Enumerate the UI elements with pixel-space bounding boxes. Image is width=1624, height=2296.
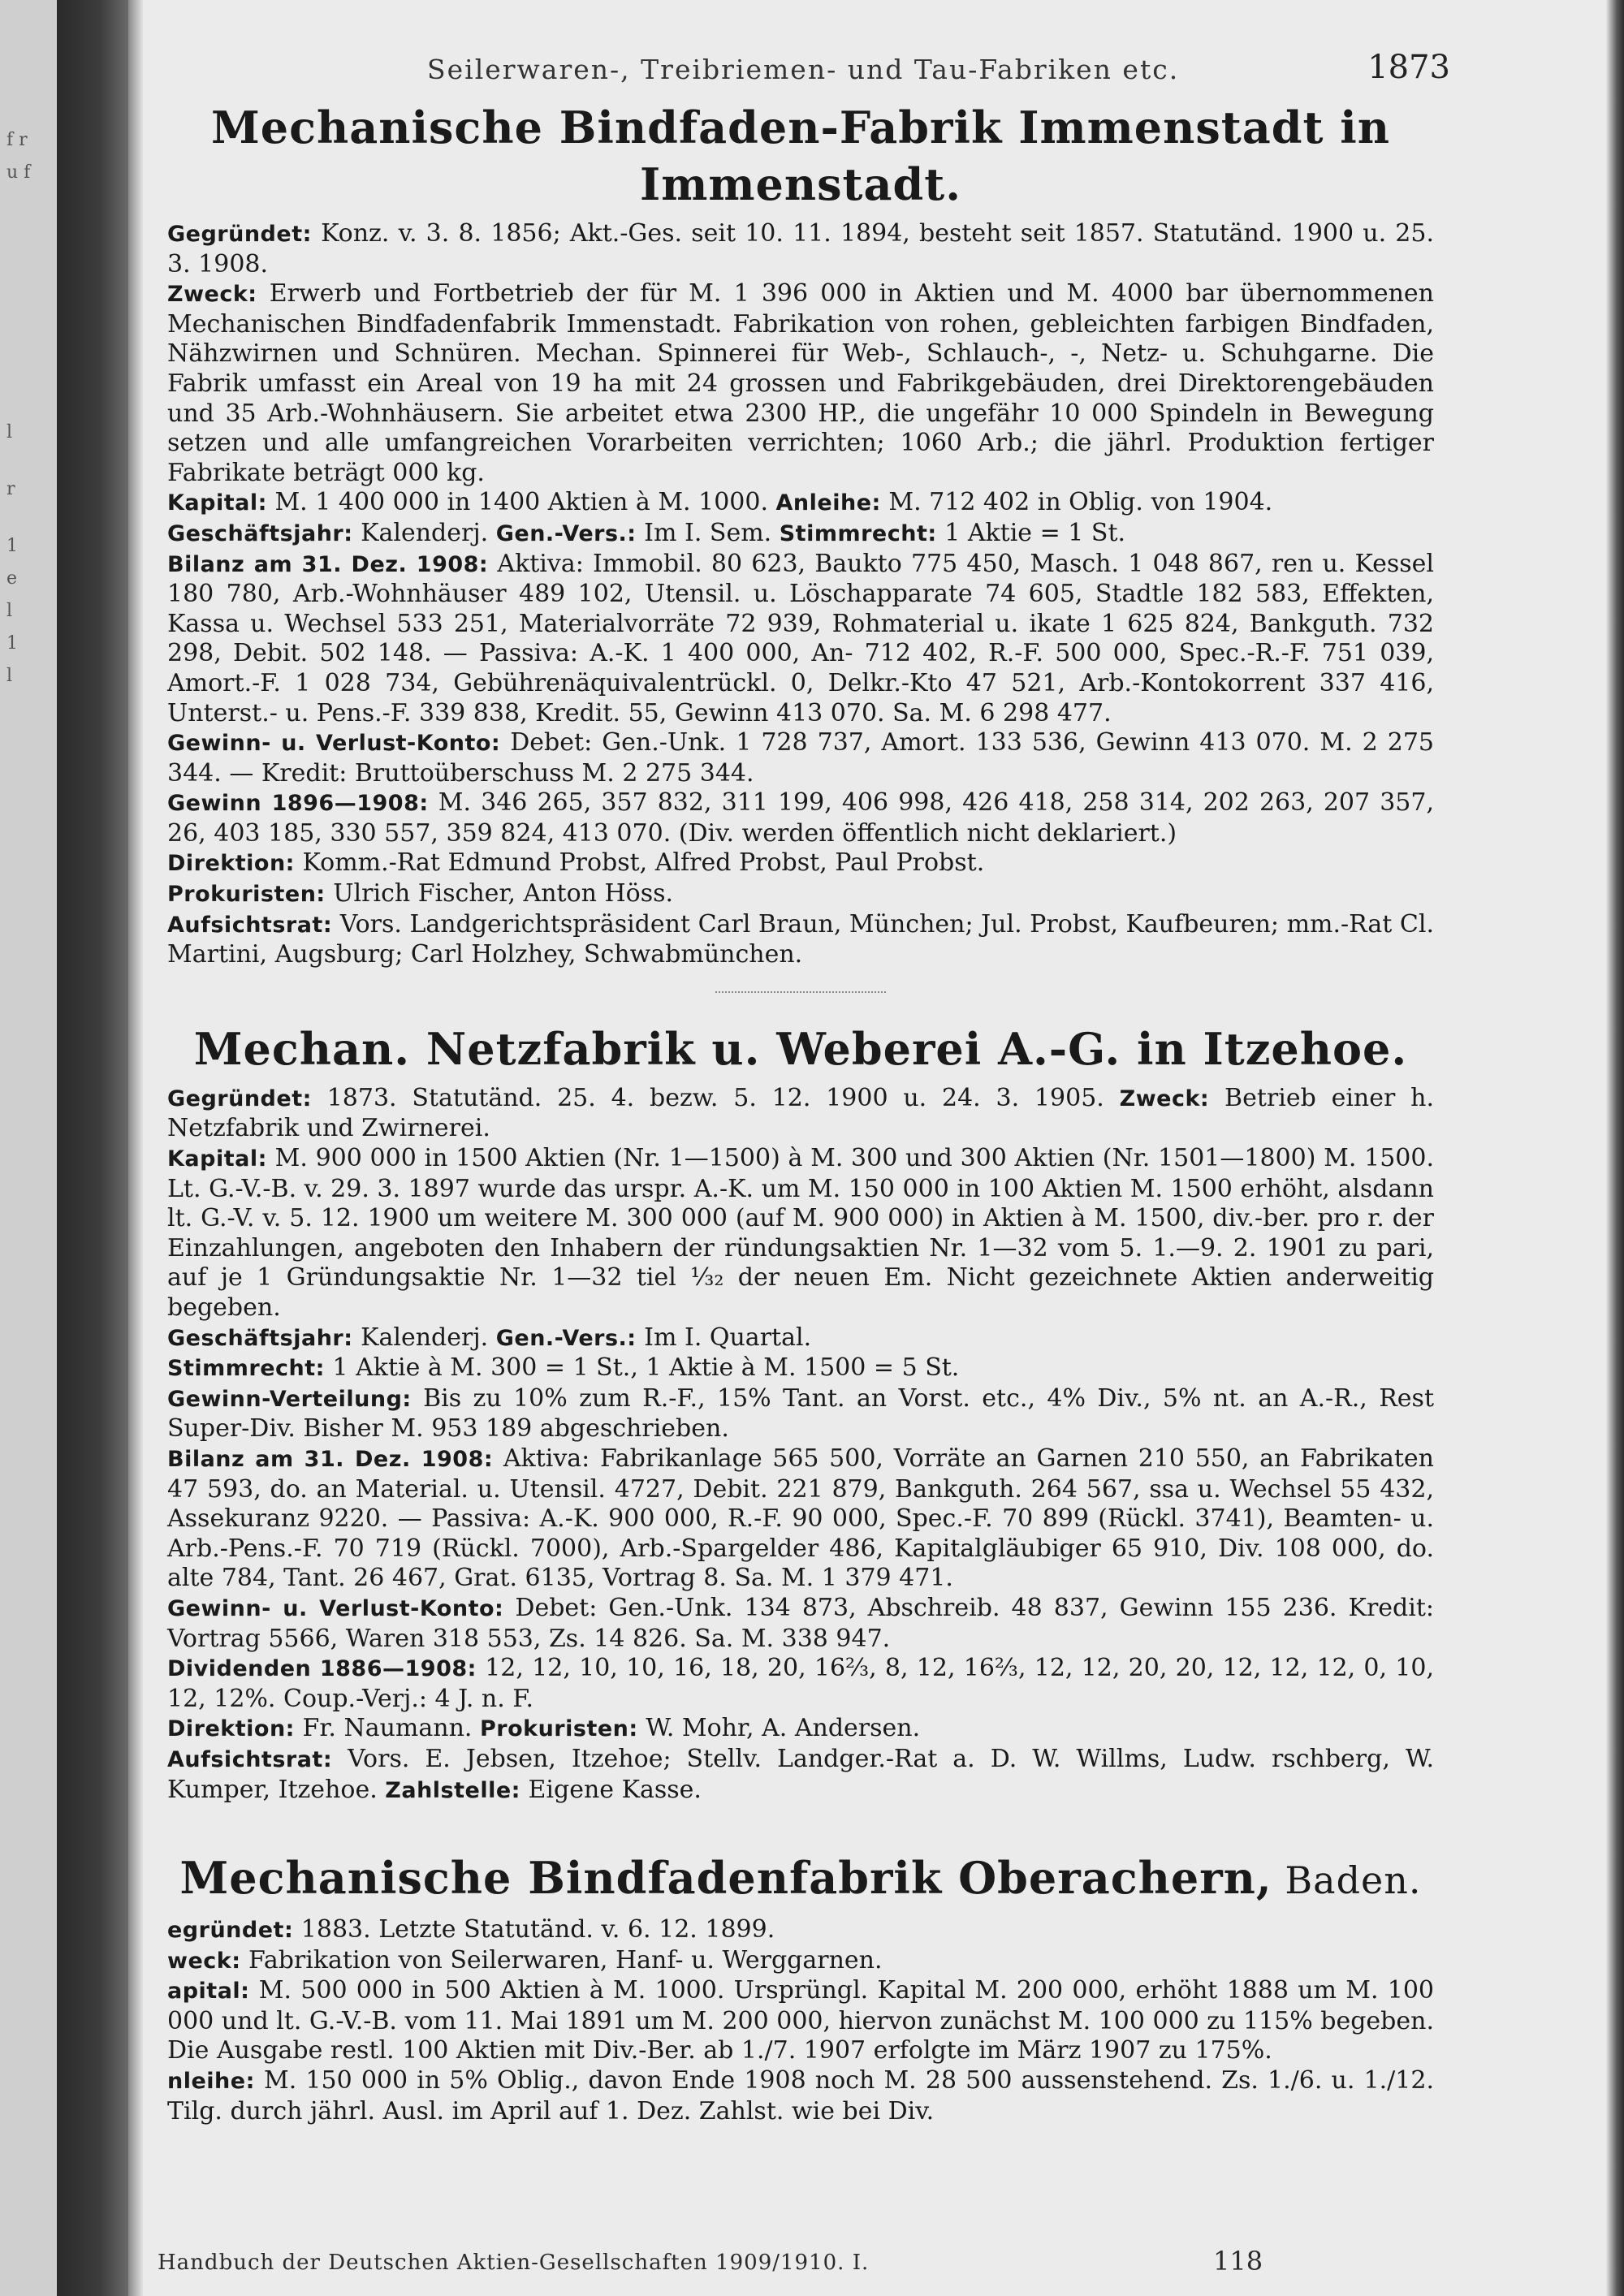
margin-fragment: e <box>6 568 18 589</box>
footer-publication: Handbuch der Deutschen Aktien-Gesellschaften 1909/1910. I. <box>158 2251 870 2275</box>
gutter-shadow <box>128 0 143 2296</box>
entry-profit-distribution: Gewinn-Verteilung: Bis zu 10% zum R.-F., 15% Tant. an Vorst. etc., 4% Div., 5% nt. an A.-R., Rest Super-Div. Bisher M. 953 189 abgeschrieben. <box>167 1383 1434 1444</box>
entry-balance: Bilanz am 31. Dez. 1908: Aktiva: Fabrikanlage 565 500, Vorräte an Garnen 210 550, an Fabrikaten 47 593, do. an Material. u. Utensil. 4727, Debit. 221 879, Bankguth. 264 567, ssa u. Wechsel 55 432, Assekuranz 9220. — Passiva: A.-K. 900 000, R.-F. 90 000, Spec.-F. 70 899 (Rückl. 3741), Beamten- u. Arb.-Pens.-F. 70 719 (Rückl. 7000), Arb.-Spargelder 486, Kapitalgläubiger 65 910, Div. 108 000, do. alte 784, Tant. 26 467, Grat. 6135, Vortrag 8. Sa. M. 1 379 471. <box>167 1444 1435 1593</box>
margin-fragment: l <box>6 601 13 621</box>
entry-profit-loss: Gewinn- u. Verlust-Konto: Debet: Gen.-Unk. 1 728 737, Amort. 133 536, Gewinn 413 070. M. 2 275 344. — Kredit: Bruttoüberschuss M. 2 275 344. <box>167 728 1434 788</box>
entry-profit-loss: Gewinn- u. Verlust-Konto: Debet: Gen.-Unk. 134 873, Abschreib. 48 837, Gewinn 155 236. Kredit: Vortrag 5566, Waren 318 553, Zs. 14 826. Sa. M. 338 947. <box>167 1593 1434 1653</box>
entry-supervisory-board: Aufsichtsrat: Vors. Landgerichtspräsident Carl Braun, München; Jul. Probst, Kaufbeuren; mm.-Rat Cl. Martini, Augsburg; Carl Holzhey, Schwabmünchen. <box>167 909 1434 969</box>
entry-founded: Gegründet: Konz. v. 3. 8. 1856; Akt.-Ges. seit 10. 11. 1894, besteht seit 1857. Statutänd. 1900 u. 25. 3. 1908. <box>167 219 1434 278</box>
company-entry-immenstadt <box>167 99 1434 970</box>
margin-fragment: u f <box>6 162 31 183</box>
company-entry-oberachern <box>167 1849 1434 2126</box>
margin-fragment: f r <box>6 130 28 150</box>
entry-loan: nleihe: M. 150 000 in 5% Oblig., davon Ende 1908 noch M. 28 500 aussenstehend. Zs. 1./6. u. 1./12. Tilg. durch jährl. Ausl. im April auf 1. Dez. Zahlst. wie bei Div. <box>167 2066 1434 2126</box>
margin-fragment: 1 <box>6 536 18 556</box>
company-title: Mechanische Bindfadenfabrik Oberachern, Baden. <box>179 1852 1422 1905</box>
entry-supervisory-board: Aufsichtsrat: Vors. E. Jebsen, Itzehoe; Stellv. Landger.-Rat a. D. W. Willms, Ludw. rschberg, W. Kumper, Itzehoe. Zahlstelle: Eigene Kasse. <box>167 1744 1434 1804</box>
entry-dividends: Dividenden 1886—1908: 12, 12, 10, 10, 16, 18, 20, 16²⁄₃, 8, 12, 16²⁄₃, 12, 12, 20, 20, 12, 12, 12, 0, 10, 12, 12%. Coup.-Verj.: 4 J. n. F. <box>167 1654 1435 1713</box>
entry-purpose: Zweck: Erwerb und Fortbetrieb der für M. 1 396 000 in Aktien und M. 4000 bar übernommenen Mechanischen Bindfadenfabrik Immenstadt. Fabrikation von rohen, gebleichten farbigen Bindfaden, Nähzwirnen und Schnüren. Mechan. Spinnerei für Web-, Schlauch-, -, Netz- u. Schuhgarne. Die Fabrik umfasst ein Areal von 19 ha mit 24 grossen und Fabrikgebäuden, drei Direktorengebäuden und 35 Arb.-Wohnhäusern. Sie arbeitet etwa 2300 HP., die ungefähr 10 000 Spindeln in Bewegung setzen und alle umfangreichen Vorarbeiten verrichten; 1060 Arb.; die jährl. Produktion fertiger Fabrikate beträgt 000 kg. <box>167 279 1434 487</box>
book-gutter <box>57 0 128 2296</box>
right-page-edge <box>1606 0 1624 2296</box>
margin-fragment: l <box>6 422 13 442</box>
scanned-page <box>143 0 1606 2296</box>
section-gap <box>167 1825 1434 1845</box>
running-head <box>167 49 1450 94</box>
entry-procurators: Prokuristen: Ulrich Fischer, Anton Höss. <box>167 879 674 908</box>
running-head-title: Seilerwaren-, Treibriemen- und Tau-Fabriken etc. <box>427 54 1180 85</box>
section-gap <box>167 1806 1434 1825</box>
section-divider <box>715 991 886 993</box>
margin-fragment: 1 <box>6 633 18 654</box>
entry-board: Direktion: Komm.-Rat Edmund Probst, Alfred Probst, Paul Probst. <box>167 848 985 878</box>
entry-balance: Bilanz am 31. Dez. 1908: Aktiva: Immobil. 80 623, Baukto 775 450, Masch. 1 048 867, ren u. Kessel 180 780, Arb.-Wohnhäuser 489 102, Utensil. u. Löschapparate 74 605, Stadtle 182 583, Effekten, Kassa u. Wechsel 533 251, Materialvorräte 72 939, Rohmaterial u. ikate 1 625 824, Bankguth. 732 298, Debit. 502 148. — Passiva: A.-K. 1 400 000, An- 712 402, R.-F. 500 000, Spec.-R.-F. 751 039, Amort.-F. 1 028 734, Gebührenäquivalentrückl. 0, Delkr.-Kto 47 521, Arb.-Kontokorrent 337 416, Unterst.- u. Pens.-F. 339 838, Kredit. 55, Gewinn 413 070. Sa. M. 6 298 477. <box>167 549 1434 727</box>
margin-fragment: l <box>6 666 13 686</box>
company-title: Mechanische Bindfaden-Fabrik Immenstadt in Immenstadt. <box>211 101 1390 210</box>
entry-board: Direktion: Fr. Naumann. Prokuristen: W. Mohr, A. Andersen. <box>167 1714 921 1743</box>
footer-sheet-number: 118 <box>1213 2246 1263 2277</box>
entry-capital: apital: M. 500 000 in 500 Aktien à M. 1000. Ursprüngl. Kapital M. 200 000, erhöht 1888 um M. 100 000 und lt. G.-V.-B. vom 11. Mai 1891 um M. 200 000, hiervon zunächst M. 100 000 zu 115% begeben. Die Ausgabe restl. 100 Aktien mit Div.-Ber. ab 1./7. 1907 erfolgte im März 1907 zu 175%. <box>167 1976 1434 2065</box>
margin-fragment: r <box>6 479 15 499</box>
page-content <box>167 49 1450 2126</box>
entry-founded: Gegründet: 1873. Statutänd. 25. 4. bezw. 5. 12. 1900 u. 24. 3. 1905. Zweck: Betrieb einer h. Netzfabrik und Zwirnerei. <box>167 1083 1435 1143</box>
left-page-margin <box>0 0 57 2296</box>
entry-purpose: weck: Fabrikation von Seilerwaren, Hanf- u. Werggarnen. <box>167 1945 883 1974</box>
entry-business-year: Geschäftsjahr: Kalenderj. Gen.-Vers.: Im I. Quartal. <box>167 1323 812 1352</box>
company-title: Mechan. Netzfabrik u. Weberei A.-G. in Itzehoe. <box>193 1022 1408 1075</box>
entry-capital: Kapital: M. 1 400 000 in 1400 Aktien à M. 1000. Anleihe: M. 712 402 in Oblig. von 1904. <box>167 488 1273 517</box>
entry-profits: Gewinn 1896—1908: M. 346 265, 357 832, 311 199, 406 998, 426 418, 258 314, 202 263, 207 357, 26, 403 185, 330 557, 359 824, 413 070. (Div. werden öffentlich nicht deklariert.) <box>167 788 1434 848</box>
page-number: 1873 <box>1367 49 1450 86</box>
entry-voting-rights: Stimmrecht: 1 Aktie à M. 300 = 1 St., 1 Aktie à M. 1500 = 5 St. <box>167 1353 960 1383</box>
entry-business-year: Geschäftsjahr: Kalenderj. Gen.-Vers.: Im I. Sem. Stimmrecht: 1 Aktie = 1 St. <box>167 518 1126 547</box>
entry-capital: Kapital: M. 900 000 in 1500 Aktien (Nr. 1—1500) à M. 300 und 300 Aktien (Nr. 1501—1800) M. 1500. Lt. G.-V.-B. v. 29. 3. 1897 wurde das urspr. A.-K. um M. 150 000 in 100 Aktien M. 1500 erhöht, alsdann lt. G.-V. v. 5. 12. 1900 um weitere M. 300 000 (auf M. 900 000) in Aktien à M. 1500, div.-ber. pro r. der Einzahlungen, angeboten den Inhabern der ründungsaktien Nr. 1—32 vom 5. 1.—9. 2. 1901 zu pari, auf je 1 Gründungsaktie Nr. 1—32 tiel ¹⁄₃₂ der neuen Em. Nicht gezeichnete Aktien anderweitig begeben. <box>167 1144 1434 1322</box>
entry-founded: egründet: 1883. Letzte Statutänd. v. 6. 12. 1899. <box>167 1915 775 1944</box>
company-entry-itzehoe <box>167 1021 1434 1806</box>
